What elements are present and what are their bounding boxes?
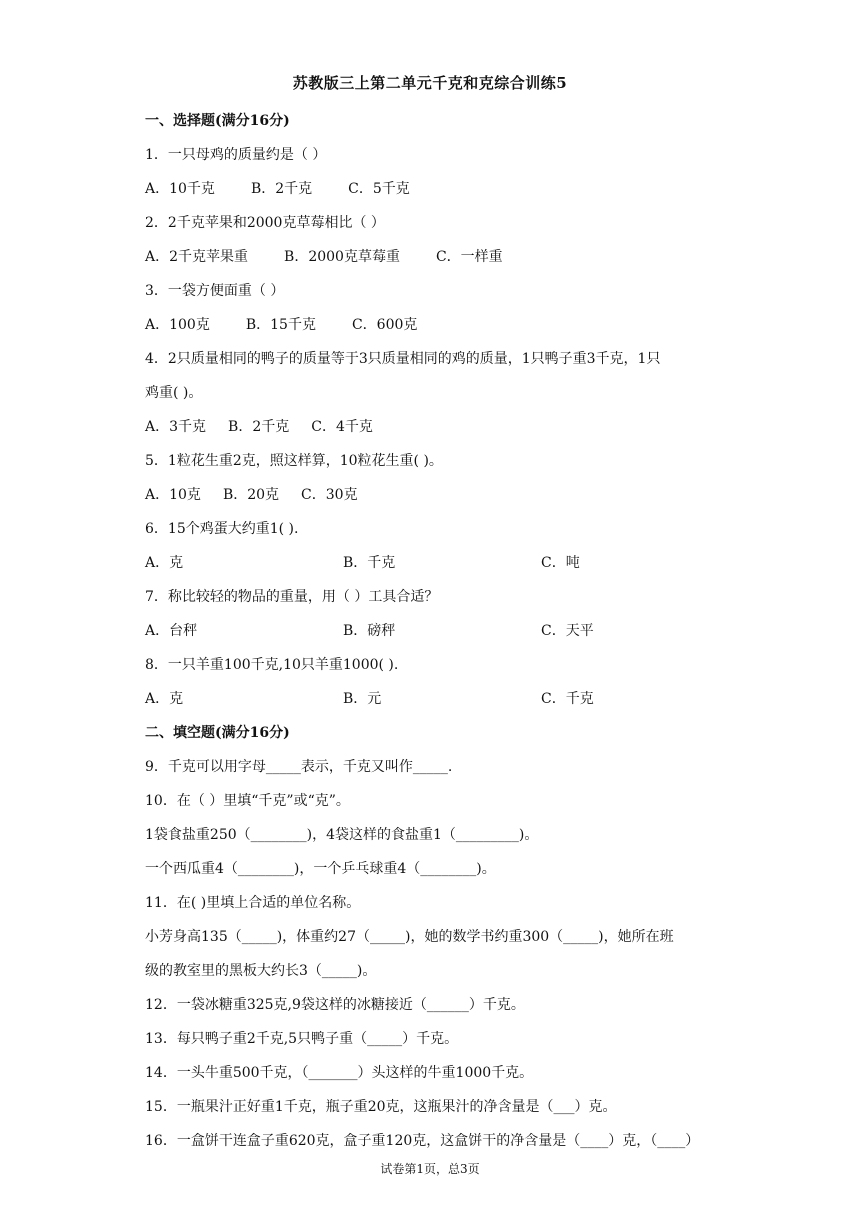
question-9-stem: 9．千克可以用字母_____表示，千克又叫作_____. — [145, 759, 453, 775]
option-c: C．5千克 — [348, 181, 410, 197]
question-3-stem: 3．一袋方便面重（ ） — [145, 283, 285, 299]
question-11-line-2: 级的教室里的黑板大约长3（_____)。 — [145, 963, 377, 979]
option-b: B．20克 — [222, 487, 280, 503]
option-b: B．15千克 — [245, 317, 316, 333]
question-5-options — [145, 478, 725, 512]
section-header-choice: 一、选择题(满分16分) — [145, 113, 290, 129]
option-c: C．一样重 — [435, 249, 503, 265]
option-a: A．2千克苹果重 — [145, 249, 249, 265]
option-b: B．2千克 — [228, 419, 290, 435]
option-a: A．10克 — [145, 487, 201, 503]
question-11-line-1: 小芳身高135（_____)，体重约27（_____)，她的数学书约重300（_____)，她所在班 — [145, 929, 674, 945]
question-6-stem: 6．15个鸡蛋大约重1( ). — [145, 521, 299, 537]
exam-content — [145, 104, 725, 1158]
question-8-stem: 8．一只羊重100千克,10只羊重1000( ). — [145, 657, 399, 673]
option-a: A．100克 — [145, 317, 210, 333]
question-14-stem: 14．一头牛重500千克，（_______）头这样的牛重1000千克。 — [145, 1065, 534, 1081]
option-c: C．4千克 — [311, 419, 373, 435]
option-c: C．千克 — [541, 691, 594, 707]
option-b: B．元 — [343, 691, 382, 707]
question-2-options — [145, 240, 725, 274]
question-1-options — [145, 172, 725, 206]
question-3-options — [145, 308, 725, 342]
question-5-stem: 5．1粒花生重2克，照这样算，10粒花生重( )。 — [145, 453, 443, 469]
question-8-options — [145, 682, 725, 716]
question-15-stem: 15．一瓶果汁正好重1千克，瓶子重20克，这瓶果汁的净含量是（___）克。 — [145, 1099, 617, 1115]
question-4-options — [145, 410, 725, 444]
option-c: C．吨 — [541, 555, 580, 571]
option-c: C．600克 — [351, 317, 418, 333]
page-title: 苏教版三上第二单元千克和克综合训练5 — [292, 74, 568, 92]
option-b: B．2000克草莓重 — [284, 249, 400, 265]
option-c: C．天平 — [541, 623, 594, 639]
option-b: B．磅秤 — [343, 623, 396, 639]
option-a: A．10千克 — [145, 181, 215, 197]
question-10-line-1: 1袋食盐重250（________)，4袋这样的食盐重1（_________)。 — [145, 827, 539, 843]
question-11-stem: 11．在( )里填上合适的单位名称。 — [145, 895, 361, 911]
option-a: A．3千克 — [145, 419, 207, 435]
question-4-stem-line-2: 鸡重( )。 — [145, 385, 203, 401]
section-header-fill: 二、填空题(满分16分) — [145, 725, 290, 741]
option-b: B．2千克 — [250, 181, 313, 197]
question-6-options — [145, 546, 725, 580]
question-1-stem: 1．一只母鸡的质量约是（ ） — [145, 147, 327, 163]
option-a: A．克 — [145, 555, 184, 571]
question-4-stem-line-1: 4．2只质量相同的鸭子的质量等于3只质量相同的鸡的质量，1只鸭子重3千克，1只 — [145, 351, 661, 367]
option-a: A．台秤 — [145, 623, 198, 639]
question-12-stem: 12．一袋冰糖重325克,9袋这样的冰糖接近（______）千克。 — [145, 997, 525, 1013]
question-7-stem: 7．称比较轻的物品的重量，用（ ）工具合适？ — [145, 589, 439, 605]
option-a: A．克 — [145, 691, 184, 707]
question-10-stem: 10．在（ ）里填“千克”或“克”。 — [145, 793, 350, 809]
question-13-stem: 13．每只鸭子重2千克,5只鸭子重（_____）千克。 — [145, 1031, 459, 1047]
question-16-stem: 16．一盒饼干连盒子重620克，盒子重120克，这盒饼干的净含量是（____）克，（____） — [145, 1133, 700, 1149]
question-7-options — [145, 614, 725, 648]
page-footer: 试卷第1页，总3页 — [380, 1162, 480, 1176]
question-10-line-2: 一个西瓜重4（________)，一个乒乓球重4（________)。 — [145, 861, 496, 877]
option-b: B．千克 — [343, 555, 396, 571]
question-2-stem: 2．2千克苹果和2000克草莓相比（ ） — [145, 215, 385, 231]
option-c: C．30克 — [301, 487, 358, 503]
